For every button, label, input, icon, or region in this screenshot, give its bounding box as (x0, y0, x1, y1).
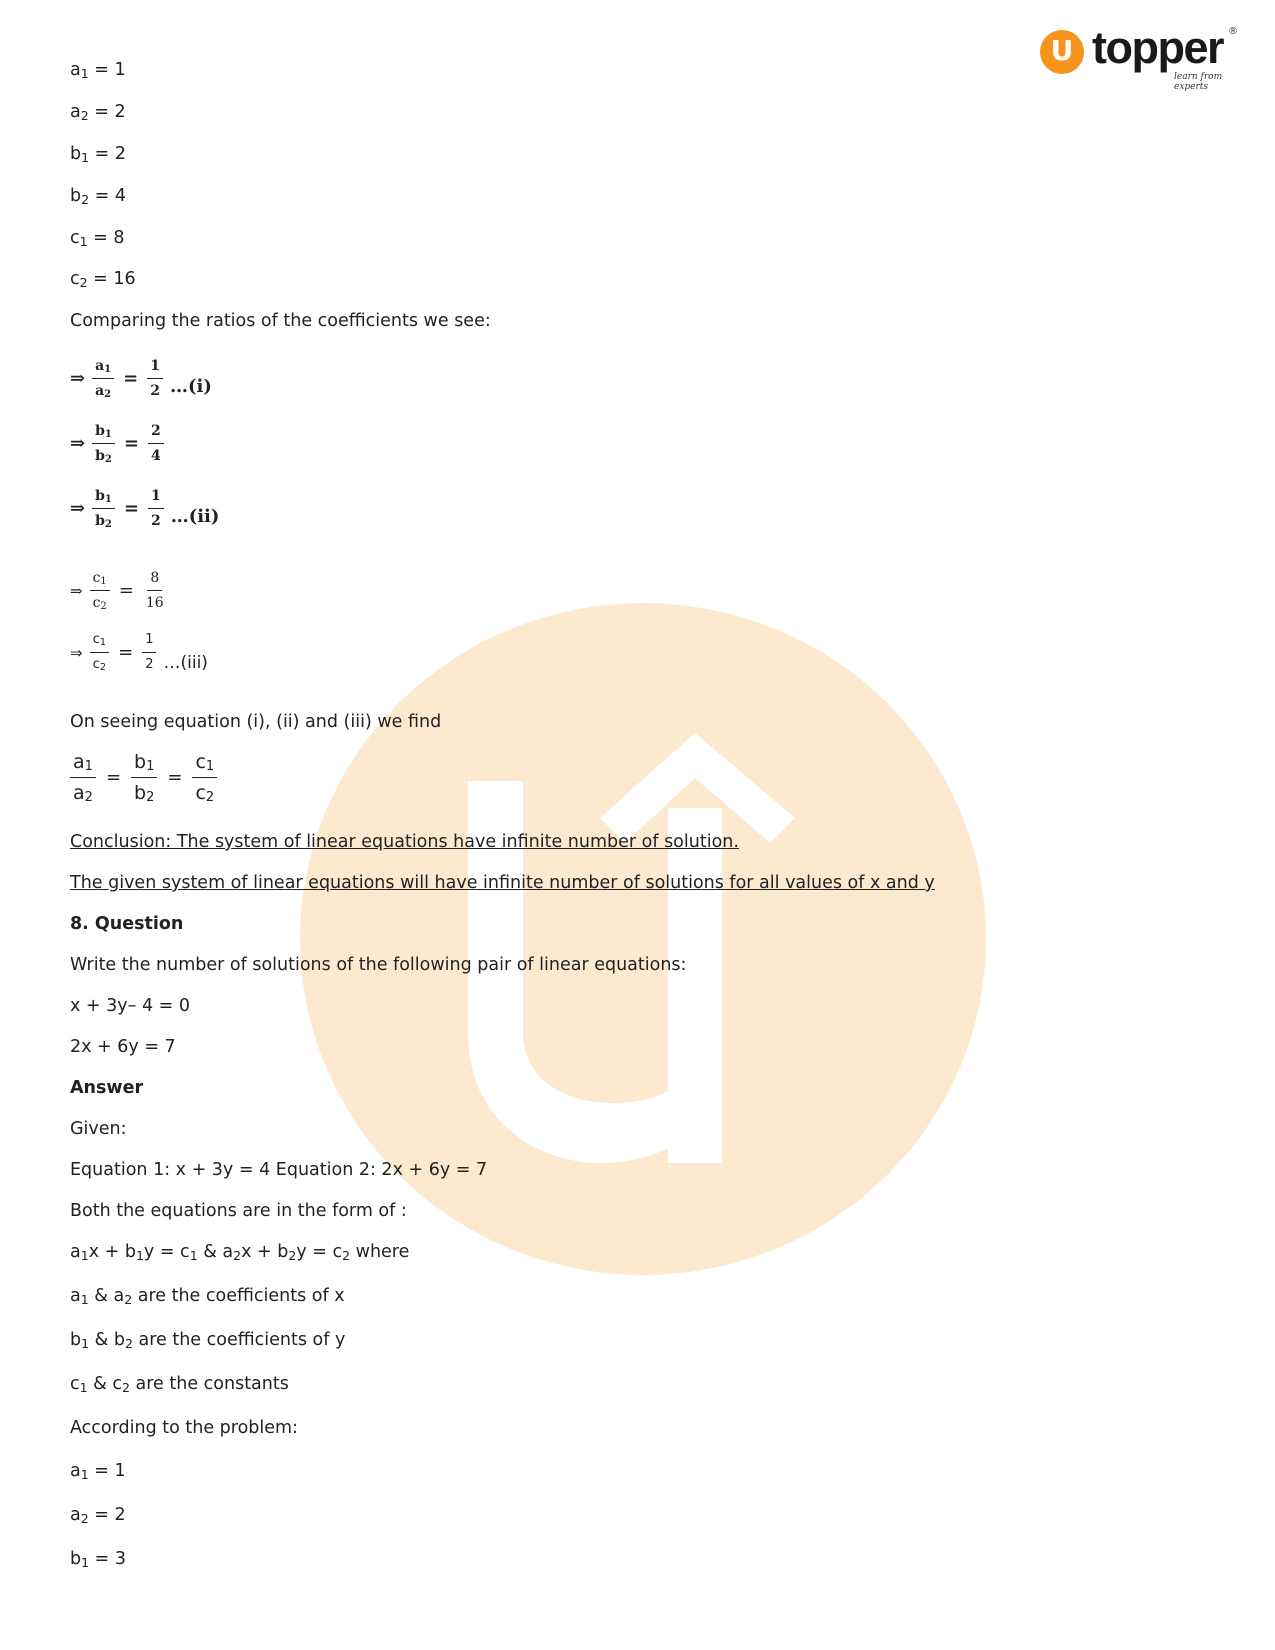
combined-ratio-equation: $\frac{a_1}{a_2}$ = $\frac{b_1}{b_2}$ = $\frac{c_1}{c_2}$ (70, 751, 223, 804)
coef-y-text: $b_1$ & $b_2$ are the coefficients of y (70, 1330, 346, 1351)
coef-x-text: $a_1$ & $a_2$ are the coefficients of x (70, 1286, 345, 1307)
ratio-b-simplified-equation: ⇒ $\frac{b_1}{b_2}$ = $\frac{1}{2}$ …(ii) (70, 488, 220, 530)
answer-a1-line: $a_1 = 1$ (70, 1461, 126, 1482)
answer-a2-line: $a_2 = 2$ (70, 1505, 126, 1526)
equations-text: Equation 1: x + 3y = 4 Equation 2: 2x + 6y = 7 (70, 1160, 488, 1180)
comparing-text: Comparing the ratios of the coefficients we see: (70, 311, 491, 331)
coef-c1-line: $c_1 = 8$ (70, 228, 125, 249)
on-seeing-text: On seeing equation (i), (ii) and (iii) we find (70, 712, 442, 732)
ratio-c-simplified-equation: ⇒ $\frac{c_1}{c_2}$ = $\frac{1}{2}$ …(iii) (70, 632, 208, 673)
logo-registered-mark: ® (1228, 26, 1238, 37)
logo-tagline: learn from experts (1174, 72, 1223, 92)
question-heading: 8. Question (70, 914, 184, 934)
general-form-text: $a_1x + b_1y = c_1$ & $a_2x + b_2y = c_2$ where (70, 1242, 410, 1263)
coef-a1-line: $a_1 = 1$ (70, 60, 126, 81)
ratio-b-equation: ⇒ $\frac{b_1}{b_2}$ = $\frac{2}{4}$ (70, 423, 169, 464)
coef-b1-line: $b_1 = 2$ (70, 144, 127, 165)
coef-c2-line: $c_2 = 16$ (70, 269, 136, 290)
logo-wordmark: topper (1092, 22, 1223, 73)
given-system-text: The given system of linear equations will have infinite number of solutions for all values of x and y (70, 873, 935, 893)
topper-logo (1040, 22, 1240, 92)
form-intro-text: Both the equations are in the form of : (70, 1201, 407, 1221)
question-text: Write the number of solutions of the following pair of linear equations: (70, 955, 687, 975)
according-text: According to the problem: (70, 1418, 298, 1438)
conclusion-text: Conclusion: The system of linear equations have infinite number of solution. (70, 832, 739, 852)
coef-a2-line: $a_2 = 2$ (70, 102, 126, 123)
ratio-a-equation: ⇒ $\frac{a_1}{a_2}$ = $\frac{1}{2}$ …(i) (70, 358, 212, 400)
equation-b-text: 2x + 6y = 7 (70, 1037, 176, 1057)
coef-b2-line: $b_2 = 4$ (70, 186, 127, 207)
answer-heading: Answer (70, 1078, 144, 1098)
logo-mark-icon: U (1040, 30, 1084, 74)
answer-b1-line: $b_1 = 3$ (70, 1549, 127, 1570)
equation-a-text: x + 3y– 4 = 0 (70, 996, 191, 1016)
given-label: Given: (70, 1119, 127, 1139)
constants-text: $c_1$ & $c_2$ are the constants (70, 1374, 289, 1395)
ratio-c-equation: ⇒ $\frac{c_1}{c_2}$ = $\frac{8}{16}$ (70, 570, 164, 612)
